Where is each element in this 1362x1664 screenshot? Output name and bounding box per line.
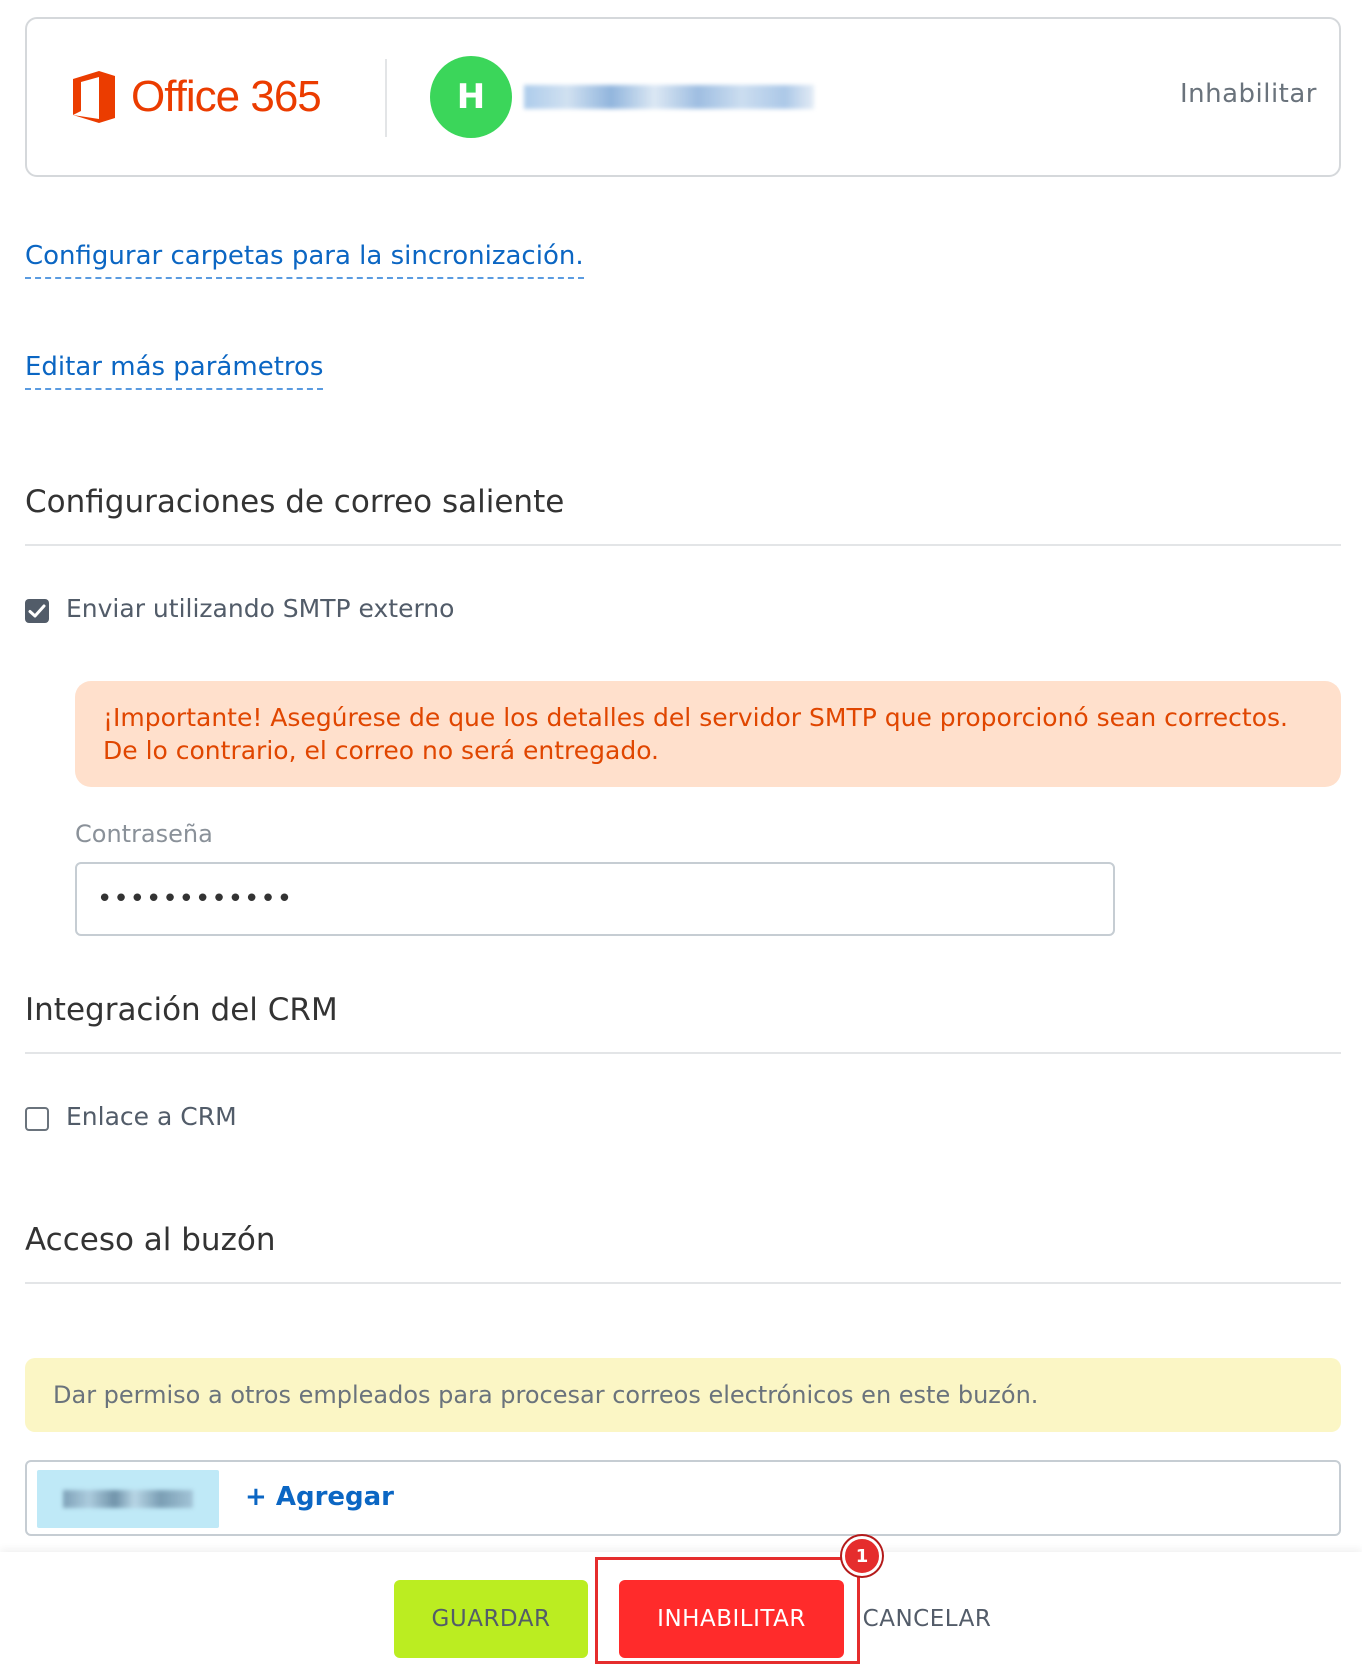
account-email-redacted xyxy=(524,85,814,109)
annotation-badge: 1 xyxy=(842,1536,882,1576)
mailbox-access-info-text: Dar permiso a otros empleados para procesar correos electrónicos en este buzón. xyxy=(53,1381,1039,1409)
mailbox-header-card xyxy=(25,17,1341,177)
user-chip[interactable] xyxy=(37,1470,219,1528)
office365-logo xyxy=(71,65,321,129)
smtp-checkbox-label[interactable]: Enviar utilizando SMTP externo xyxy=(66,594,455,623)
mailbox-access-title: Acceso al buzón xyxy=(25,1222,276,1258)
section-divider xyxy=(25,1282,1341,1284)
header-divider xyxy=(385,59,387,137)
cancel-button[interactable]: CANCELAR xyxy=(862,1580,992,1658)
configure-folders-link[interactable]: Configurar carpetas para la sincronización. xyxy=(25,241,584,279)
avatar xyxy=(430,56,512,138)
crm-integration-title: Integración del CRM xyxy=(25,992,338,1028)
mailbox-access-users xyxy=(25,1460,1341,1536)
edit-more-params-link[interactable]: Editar más parámetros xyxy=(25,352,323,390)
crm-link-checkbox[interactable] xyxy=(25,1107,49,1131)
smtp-warning-alert: ¡Importante! Asegúrese de que los detalles del servidor SMTP que proporcionó sean correctos. De lo contrario, el correo no será entregado. xyxy=(75,681,1341,787)
disable-button[interactable]: INHABILITAR xyxy=(619,1580,844,1658)
brand-name: Office 365 xyxy=(131,72,321,121)
outgoing-mail-title: Configuraciones de correo saliente xyxy=(25,484,565,520)
crm-link-label[interactable]: Enlace a CRM xyxy=(66,1102,237,1131)
password-label: Contraseña xyxy=(75,820,213,848)
footer-actions xyxy=(0,1552,1362,1664)
user-name-redacted xyxy=(63,1490,193,1508)
mailbox-access-info xyxy=(25,1358,1341,1432)
section-divider xyxy=(25,544,1341,546)
checkmark-icon xyxy=(25,599,49,623)
header-disable-link[interactable]: Inhabilitar xyxy=(1179,79,1317,109)
smtp-checkbox[interactable] xyxy=(25,599,49,623)
password-input[interactable]: •••••••••••• xyxy=(75,862,1115,936)
avatar-initial: H xyxy=(456,77,486,117)
section-divider xyxy=(25,1052,1341,1054)
add-user-link[interactable]: + Agregar xyxy=(245,1482,395,1512)
save-button[interactable]: GUARDAR xyxy=(394,1580,588,1658)
office-icon xyxy=(71,69,117,125)
